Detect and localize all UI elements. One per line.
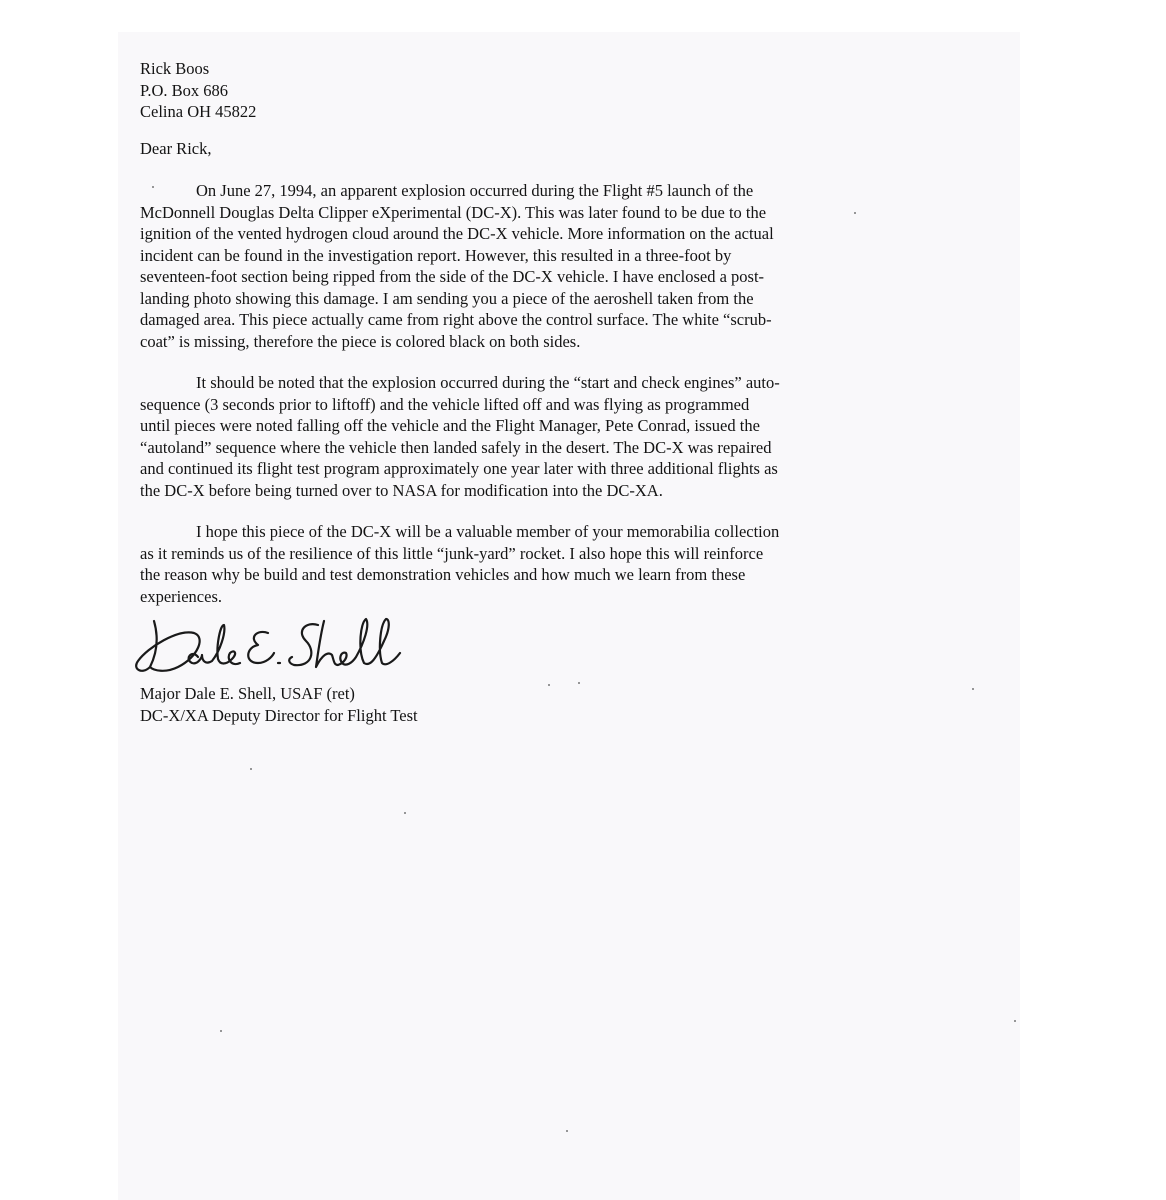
letter-body <box>140 58 780 726</box>
recipient-address <box>140 58 780 123</box>
paper-speck <box>854 212 856 214</box>
signer-title: DC-X/XA Deputy Director for Flight Test <box>140 705 418 725</box>
paragraph-incident: On June 27, 1994, an apparent explosion occurred during the Flight #5 launch of the McDonnell Douglas Delta Clipper eXperimental (DC-X). This was later found to be due to the ignition of the vented hydrogen cloud around the DC-X vehicle. More information on the actual incident can be found in the investigation report. However, this resulted in a three-foot by seventeen-foot section being ripped from the side of the DC-X vehicle. I have enclosed a post-landing photo showing this damage. I am sending you a piece of the aeroshell taken from the damaged area. This piece actually came from right above the control surface. The white “scrub-coat” is missing, therefore the piece is colored black on both sides. <box>140 181 774 351</box>
paper-speck <box>578 682 580 684</box>
paper-speck <box>548 684 550 686</box>
paragraph-closing: I hope this piece of the DC-X will be a valuable member of your memorabilia collection as it reminds us of the resilience of this little “junk-yard” rocket. I also hope this will reinforce the reason why be build and test demonstration vehicles and how much we learn from these experiences. <box>140 522 780 606</box>
paper-speck <box>250 768 252 770</box>
signature-block <box>140 615 780 683</box>
paper-speck <box>1014 1020 1016 1022</box>
recipient-address-line2: Celina OH 45822 <box>140 102 257 121</box>
salutation: Dear Rick, <box>140 138 212 158</box>
handwritten-signature <box>128 611 418 681</box>
paper-speck <box>152 186 154 188</box>
paragraph-explosion-details: It should be noted that the explosion occurred during the “start and check engines” auto-sequence (3 seconds prior to liftoff) and the vehicle lifted off and was flying as programmed until pieces were noted falling off the vehicle and the Flight Manager, Pete Conrad, issued the “autoland” sequence where the vehicle then landed safely in the desert. The DC-X was repaired and continued its flight test program approximately one year later with three additional flights as the DC-X before being turned over to NASA for modification into the DC-XA. <box>140 373 780 500</box>
recipient-address-line1: P.O. Box 686 <box>140 80 229 100</box>
recipient-name: Rick Boos <box>140 59 210 78</box>
paper-speck <box>972 688 974 690</box>
signer-name-rank: Major Dale E. Shell, USAF (ret) <box>140 684 355 703</box>
paper-speck <box>566 1130 568 1132</box>
paper-speck <box>404 812 406 814</box>
paper-speck <box>220 1030 222 1032</box>
